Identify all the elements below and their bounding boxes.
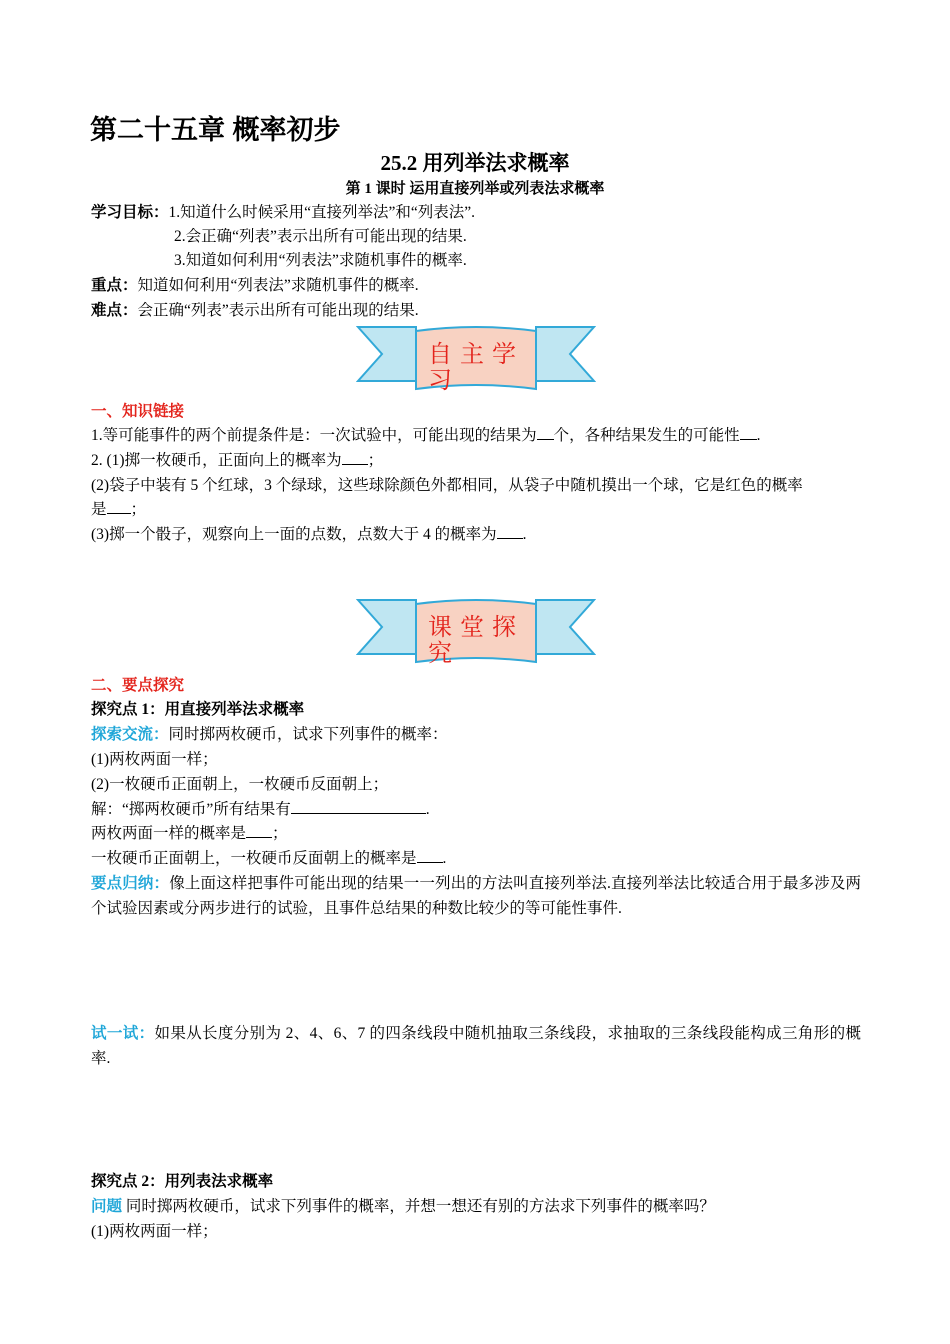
solution-line: 解：“掷两枚硬币”所有结果有 . <box>91 798 430 822</box>
self-study-label: 自主学习 <box>428 340 524 394</box>
difficulty-text: 会正确“列表”表示出所有可能出现的结果. <box>137 302 419 319</box>
answer-blank <box>417 847 443 863</box>
difficulty-point <box>91 299 419 323</box>
question-label: 问题 <box>91 1198 123 1215</box>
key-text: 知道如何利用“列表法”求随机事件的概率. <box>137 277 419 294</box>
knowledge-q4: (3)掷一个骰子，观察向上一面的点数，点数大于 4 的概率为 . <box>91 523 526 547</box>
key-point <box>91 274 419 298</box>
explore-item: (2)一枚硬币正面朝上，一枚硬币反面朝上； <box>91 776 389 793</box>
probability-line-1: 两枚两面一样的概率是 ； <box>91 822 288 846</box>
difficulty-label: 难点： <box>91 302 138 319</box>
summary-paragraph: 要点归纳：像上面这样把事件可能出现的结果一一列出的方法叫直接列举法.直接列举法比较适合用于最多涉及两个试验因素或分两步进行的试验，且事件总结果的种数比较少的等可能性事件. <box>91 875 861 917</box>
try-label: 试一试： <box>91 1025 155 1042</box>
lesson-title: 第 1 课时 运用直接列举或列表法求概率 <box>345 181 605 197</box>
answer-blank <box>291 798 426 814</box>
objective-item: 1.知道什么时候采用“直接列举法”和“列表法”. <box>168 204 476 221</box>
point2-title: 探究点 2：用列表法求概率 <box>91 1173 274 1190</box>
objectives-line-1 <box>91 201 475 225</box>
probability-line-2: 一枚硬币正面朝上，一枚硬币反面朝上的概率是 . <box>91 847 446 871</box>
explore-label: 探索交流： <box>91 726 169 743</box>
objective-item: 3.知道如何利用“列表法”求随机事件的概率. <box>174 252 467 269</box>
part1-heading: 一、知识链接 <box>91 403 185 420</box>
summary-label: 要点归纳： <box>91 875 170 892</box>
key-label: 重点： <box>91 277 138 294</box>
objectives-label: 学习目标： <box>91 204 169 221</box>
knowledge-q3: (2)袋子中装有 5 个红球，3 个绿球，这些球除颜色外都相同，从袋子中随机摸出一个球，它是红色的概率 <box>91 477 803 494</box>
explore-item: (1)两枚两面一样； <box>91 751 218 768</box>
question-line: 问题 同时掷两枚硬币，试求下列事件的概率，并想一想还有别的方法求下列事件的概率吗？ <box>91 1198 715 1215</box>
section-title: 25.2 用列举法求概率 <box>380 151 570 175</box>
objective-item: 2.会正确“列表”表示出所有可能出现的结果. <box>174 228 467 245</box>
answer-blank <box>537 424 554 440</box>
answer-blank <box>107 498 131 514</box>
answer-blank <box>342 449 368 465</box>
class-explore-label: 课堂探究 <box>428 613 524 667</box>
answer-blank <box>740 424 757 440</box>
try-paragraph: 试一试：如果从长度分别为 2、4、6、7 的四条线段中随机抽取三条线段，求抽取的三条线段能构成三角形的概率. <box>91 1025 861 1067</box>
self-study-banner <box>356 321 596 397</box>
part2-heading: 二、要点探究 <box>91 677 185 694</box>
explore-intro: 探索交流：同时掷两枚硬币，试求下列事件的概率： <box>91 726 448 743</box>
answer-blank <box>497 523 523 539</box>
question-item: (1)两枚两面一样； <box>91 1223 218 1240</box>
point1-title: 探究点 1：用直接列举法求概率 <box>91 701 305 718</box>
knowledge-q3-cont: 是 ； <box>91 498 146 522</box>
chapter-title: 第二十五章 概率初步 <box>90 115 341 145</box>
knowledge-q2: 2. (1)掷一枚硬币，正面向上的概率为 ； <box>91 449 383 473</box>
knowledge-q1: 1.等可能事件的两个前提条件是：一次试验中，可能出现的结果为 个，各种结果发生的可能性 . <box>91 424 761 448</box>
class-explore-banner <box>356 594 596 670</box>
answer-blank <box>246 822 272 838</box>
